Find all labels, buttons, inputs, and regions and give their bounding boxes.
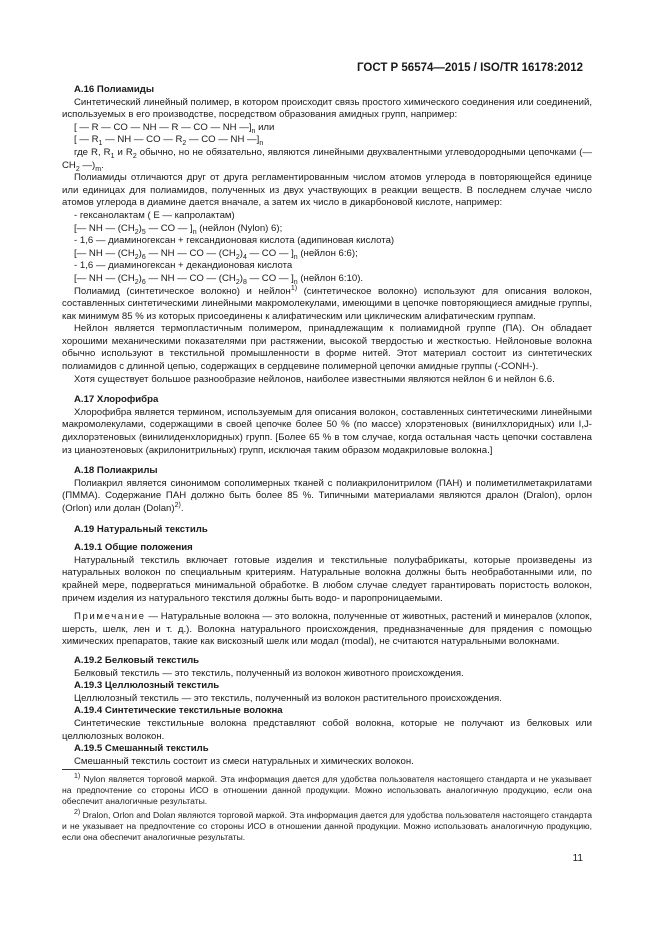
section-a17-heading: А.17 Хлорофибра xyxy=(74,394,159,406)
s16-paragraph-2: Полиамиды отличаются друг от друга регламентированным числом атомов углерода в повторяющейся единице или единицах для полиамидов, полученных из двух участвующих в реакции веществ. В последнем случае число атомов углерода в диамине дается вначале, а затем их число в дикарбоновой кислоте, например: xyxy=(62,172,592,209)
s16-formula-nylon610: [— NH — $(CH_2)_6$ — NH — CO — $(CH_2)_8$ — CO — ]$_n$ (нейлон 6:10). xyxy=(74,272,364,286)
section-a19-4-heading: А.19.4 Синтетические текстильные волокна xyxy=(74,705,283,717)
s16-paragraph-4: Нейлон является термопластичным полимером, принадлежащим к полиамидной группе (ПА). Он обладает хорошими механическими показателями при растяжении, высокой твердостью и жесткостью. Нейлоновые волокна обычно используют в текстильной промышленности в форме нитей. Этот материал состоит из синтетических полиамидов с длинной цепью, содержащих в сердцевине полимерной цепочки амидные группы (-CONH-). xyxy=(62,323,592,373)
section-a18-heading: А.18 Полиакрилы xyxy=(74,465,158,477)
section-a19-heading: А.19 Натуральный текстиль xyxy=(74,523,208,535)
section-a19-5-heading: А.19.5 Смешанный текстиль xyxy=(74,743,209,755)
document-body xyxy=(62,84,592,768)
s16-where-clause: где R, $R_1$ и $R_2$ обычно, но не обязательно, являются линейными двухвалентными углеводородными цепочками (— $CH_2$ $—)_m$. xyxy=(62,146,592,173)
s19-5-paragraph: Смешанный текстиль состоит из смеси натуральных и химических волокон. xyxy=(74,755,414,767)
s19-3-paragraph: Целлюлозный текстиль — это текстиль, полученный из волокон растительного происхождения. xyxy=(74,692,502,704)
running-header: ГОСТ Р 56574—2015 / ISO/TR 16178:2012 xyxy=(357,62,583,74)
section-a19-3-heading: А.19.3 Целлюлозный текстиль xyxy=(74,680,220,692)
s16-list-item-1: - гексанолактам ( E — капролактам) xyxy=(74,209,235,221)
s19-1-note: Примечание — Натуральные волокна — это волокна, полученные от животных, растений и минералов (хлопок, шерсть, шелк, лен и т. д.). Волокна натурального происхождения, предназначенные для прядения с помощью химических препаратов, такие как вискозный шелк или модал (modal), не считаются натуральными волокнами. xyxy=(62,611,592,648)
footnotes xyxy=(62,774,592,845)
footnote-1: $^{1)}$ Nylon является торговой маркой. Эта информация дается для удобства пользователя настоящего стандарта и не указывает на предпочтение со стороны ИСО в отношении данной продукции. Можно использовать аналогичную продукцию, если она обеспечит аналогичные результаты. xyxy=(62,773,592,807)
s19-4-paragraph: Синтетические текстильные волокна представляют собой волокна, которые не получают из белковых или целлюлозных волокон. xyxy=(62,717,592,742)
s19-2-paragraph: Белковый текстиль — это текстиль, полученный из волокон животного происхождения. xyxy=(74,667,464,679)
footnote-ref-1: 1) xyxy=(290,284,298,292)
footnote-ref-2: 2) xyxy=(174,501,181,509)
footnote-2: $^{2)}$ Dralon, Orlon and Dolan являются торговой маркой. Эта информация дается для удобства пользователя настоящего стандарта и не указывает на предпочтение со стороны ИСО в отношении данной продукции. Можно использовать аналогичную продукцию, если она обеспечит аналогичные результаты. xyxy=(62,808,592,843)
s16-list-item-2: - 1,6 — диаминогексан + гександионовая кислота (адипиновая кислота) xyxy=(74,235,395,247)
s16-paragraph-1: Синтетический линейный полимер, в котором происходит связь простого химического соединения или соединений, используемых в его производстве, посредством образования амидных групп, например: xyxy=(62,96,592,121)
note-label: Примечание xyxy=(74,611,146,623)
s16-paragraph-5: Хотя существует большое разнообразие нейлонов, наиболее известными являются нейлон 6 и нейлон 6.6. xyxy=(74,373,555,385)
section-a16-heading: А.16 Полиамиды xyxy=(74,84,155,95)
s16-formula-nylon66: [— NH — $(CH_2)_6$ — NH — CO — $(CH_2)_4$ — CO — ]$_n$ (нейлон 6:6); xyxy=(74,247,358,261)
s17-paragraph-1: Хлорофибра является термином, используемым для описания волокон, составленных синтетическими линейными макромолекулами, содержащими в своей цепочке более 50 % (по массе) хлорэтеновых (винилхлоридных) или I,J-дихлорэтеновых (винилиденхлоридных) групп. [Более 65 % в том случае, когда остальная часть цепочки составлена из цианоэтеновых (акрилонитрильных) групп, исключая таким образом модакриловые волокна.] xyxy=(62,406,592,456)
s16-list-item-3: - 1,6 — диаминогексан + декандионовая кислота xyxy=(74,260,293,272)
s16-formula-2: [ — $R_1$ — NH — CO — $R_2$ — CO — NH $—]_n$ xyxy=(74,134,264,148)
s19-1-paragraph: Натуральный текстиль включает готовые изделия и текстильные полуфабрикаты, которые произведены из натуральных волокон по специальным критериям. Натуральные волокна должны быть необработанными или, по крайней мере, подвергаться минимальной обработке. В любом случае следует гарантировать пористость волокон, причем изделия из натурального текстиля должны быть водо- и паропроницаемыми. xyxy=(62,554,592,604)
s16-paragraph-3: Полиамид (синтетическое волокно) и нейлон$^{1)}$ (синтетическое волокно) используют для описания волокон, составленных синтетическими линейными макромолекулами, имеющими в цепочке повторяющиеся амидные группы, как минимум 85 % из которых присоединены к алифатическим или циклическим алифатическим группам. xyxy=(62,284,592,322)
s18-paragraph-1: Полиакрил является синонимом сополимерных тканей с полиакрилонитрилом (ПАН) и полиметилметакрилатами (ПММА). Содержание ПАН должно быть более 85 %. Типичными материалами являются дралон (Dralon), орлон (Orlon) или долан (Dolan)$^{2)}$. xyxy=(62,477,592,514)
footnote-separator xyxy=(62,769,150,770)
section-a19-2-heading: А.19.2 Белковый текстиль xyxy=(74,654,200,666)
s16-formula-1: [ — R — CO — NH — R — CO — NH $—]_n$ или xyxy=(74,121,275,135)
page-number: 11 xyxy=(572,853,583,864)
s16-formula-nylon6: [— NH — $(CH_2)_5$ — CO — ]$_n$ (нейлон (Nylon) 6); xyxy=(74,222,283,236)
section-a19-1-heading: А.19.1 Общие положения xyxy=(74,542,193,554)
